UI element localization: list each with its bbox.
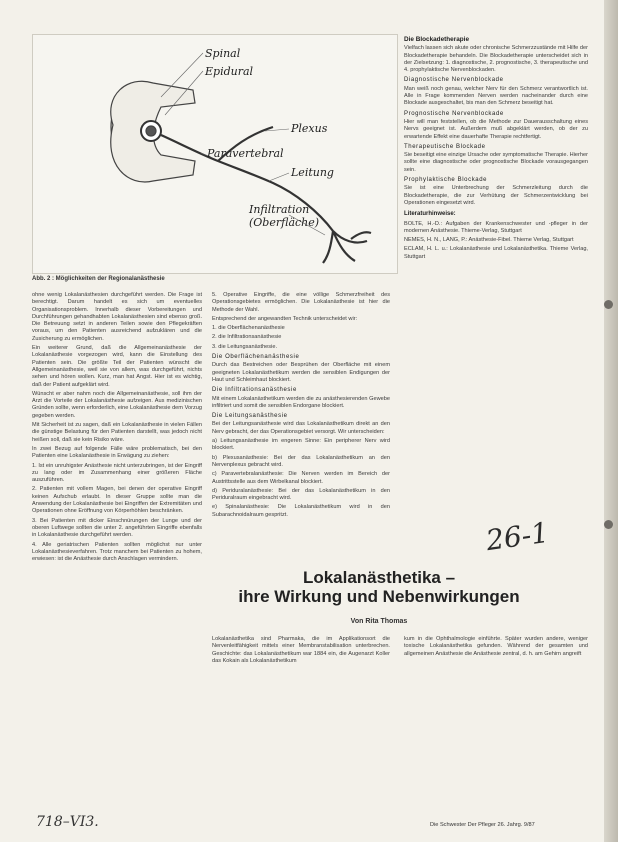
label-infiltration-surface: (Oberfläche) (249, 216, 320, 229)
punch-hole (604, 300, 613, 309)
sub-list-item: d) Periduralanästhesie: Bei der das Lokalanästhetikum in den Periduralraum eingebracht wird. (212, 487, 390, 502)
list-item: 3. Bei Patienten mit dicker Einschnürungen der Lunge und der oberen Luftwege sollten die unter 2. angeführten Eingriffe ebenfalls in Lokalanästhesie durchgeführt werden. (32, 517, 202, 539)
anatomy-illustration (33, 35, 397, 273)
paragraph: Ein weiterer Grund, daß die Allgemeinanästhesie der Lokalanästhesie vorgezogen wird, kann die Einstellung des Patienten sein. Die größte Teil der Patienten wünscht die Allgemeinanästhesie, weil sie von allem, was durchgeführt, nichts sehen und hören wollen. Kurz, man hat Angst. Hier ist es wichtig, daß der Patient aufgeklärt wird. (32, 345, 202, 388)
handwritten-annotation: 26-1 (484, 515, 551, 558)
sub-list-item: a) Leitungsanästhesie im engeren Sinne: Ein peripherer Nerv wird blockiert. (212, 438, 390, 452)
sub-list-item: c) Paravertebralanästhesie: Die Nerven werden im Bereich der Austrittsstelle aus dem Wirbelkanal blockiert. (212, 471, 390, 485)
journal-footer: Die Schwester Der Pfleger 26. Jahrg. 9/87 (430, 822, 535, 828)
reference-item: ECLAM, H. L. u.: Lokalanästhesie und Lokalanästhetika. Thieme Verlag, Stuttgart (404, 246, 588, 260)
paragraph: Wünscht er aber nahm noch die Allgemeinanästhesie, soll ihm der Arzt die Vorteile der Lokalanästhesie aufzeigen. Aus medizinischen Gründen sollte, wenn erforderlich, eine Lokalanästhesie dem Vorzug gegeben werden. (32, 390, 202, 419)
section-heading: Therapeutische Blockade (404, 143, 486, 150)
punch-hole (604, 520, 613, 529)
paragraph: Mit einem Lokalanästhetikum werden die zu anästhesierenden Gewebe infiltriert und somit die sensiblen Endorgane blockiert. (212, 395, 390, 409)
article-author: Von Rita Thomas (350, 618, 408, 625)
list-item: 4. Alle geriatrischen Patienten sollten möglichst nur unter Lokalanästhesieverfahren. Trotz manchem bei Patienten zu hohem, erwiesen: ist die Anästhesie durch Anschlagen vermindern. (32, 541, 202, 563)
article-title-line: ihre Wirkung und Nebenwirkungen (238, 587, 520, 606)
section-heading: Diagnostische Nervenblockade (404, 77, 504, 84)
paragraph: Entsprechend der angewandten Technik unterscheidet wir: (212, 315, 358, 322)
type-item: 1. die Oberflächenanästhesie (212, 325, 285, 332)
list-item: 1. Ist ein unruhigster Anästhesie nicht unterzubringen, ist der Eingriff zu lang oder im Zusammenhang einer größeren Fläche auszuführen. (32, 462, 202, 484)
label-paravertebral: Paravertebral (207, 147, 284, 160)
label-epidural: Epidural (205, 65, 254, 78)
left-text-column (32, 292, 202, 808)
middle-text-column (212, 292, 390, 560)
reference-item: BOLTE, H.-D.: Aufgaben der Krankenschwester und -pfleger in der modernen Anästhesie. Thieme-Verlag, Stuttgart (404, 220, 588, 234)
paragraph: Man weiß noch genau, welcher Nerv für den Schmerz verantwortlich ist. Alle in Frage kommenden Nerven werden nacheinander durch eine Blockade ausgeschaltet, bis man den Schmerz beseitigt hat. (404, 85, 588, 107)
paragraph: Sie beseitigt eine einzige Ursache oder symptomatische Therapie. Hierher sollte eine diagnostische oder prognostische Blockade vorausgegangen sein. (404, 152, 588, 173)
section-heading: Prophylaktische Blockade (404, 177, 488, 184)
section-heading: Die Leitungsanästhesie (212, 413, 288, 420)
paragraph: Durch das Bestreichen oder Besprühen der Oberfläche mit einem geeigneten Lokalanästhetikum werden die sensiblen Endigungen der Haut und Schleimhaut blockiert. (212, 362, 390, 383)
figure-caption: Abb. 2 : Möglichkeiten der Regionalanästhesie (32, 276, 165, 282)
section-title: Die Blockadetherapie (404, 36, 469, 43)
paragraph: Bei der Leitungsanästhesie wird das Lokalanästhetikum direkt an den Nerv gebracht, der das Operationsgebiet versorgt. Wir unterscheiden: (212, 421, 390, 435)
section-heading: Prognostische Nervenblockade (404, 110, 504, 117)
type-item: 3. die Leitungsanästhesie. (212, 343, 277, 350)
list-item: 5. Operative Eingriffe, die eine völlige Schmerzfreiheit des Operationsgebietes ermöglichen. Die Lokalanästhesie ist hier die Methode der Wahl. (212, 292, 390, 313)
list-item: 2. Patienten mit vollem Magen, bei denen der operative Eingriff keinen Aufschub erlaubt. In dieser Gruppe sollte man die Anwendung der Lokalanästhesie bei Eingriffen der Extremitäten und Operationen ohne Eröffnung von Körperhöhlen beschränken. (32, 486, 202, 515)
label-spinal: Spinal (205, 47, 241, 60)
paragraph: Sie ist eine Unterbrechung der Schmerzleitung durch die Blockadetherapie, die zur Verhütung der Schmerzentwicklung bei Operationen eingesetzt wird. (404, 185, 588, 206)
article-column-2 (404, 636, 588, 812)
article-title (220, 568, 538, 606)
paragraph: ohne wenig Lokalanästhesien durchgeführt werden. Die Frage ist berechtigt. Darum handelt es sich um eventuelles Organisationsproblem. Innerhalb dieser Vorbereitungen und Durchführungen gehandhabten Lokalanästhesien sind ebenso groß. Die Betreuung setzt in anderen Teilen sowie den Pflegekräften voraus, um den Patienten ausreichend aufzuklären und die Zusicherung zu ermöglichen. (32, 292, 202, 342)
sub-list-item: e) Spinalanästhesie: Die Lokalanästhetikum wird in den Subarachnoidalraum gespritzt. (212, 504, 390, 518)
paragraph: Mit Sicherheit ist zu sagen, daß ein Lokalanästhesie in vielen Fällen die günstige Belastung für den Patienten darstellt, was jedoch nicht heißen soll, daß sie kein Risiko wäre. (32, 422, 202, 443)
paragraph: Lokalanästhetika sind Pharmaka, die im Applikationsort die Nervenleitfähigkeit mittels einer Membranstabilisation unterbrechen. Geschichte: das Lokalanästhetikum war 1884 ein, die Augenarzt Koller das Kokain als Lokalanästhetikum (212, 636, 390, 664)
right-text-column (404, 36, 588, 556)
section-heading: Die Infiltrationsanästhesie (212, 387, 297, 394)
vertebra-shape (111, 81, 195, 182)
section-heading: Die Oberflächenanästhesie (212, 354, 300, 361)
label-leitung: Leitung (291, 166, 334, 179)
reference-item: NEMES, H. N., LANG, P.: Anästhesie-Fibel. Thieme Verlag, Stuttgart (404, 237, 574, 244)
binder-edge (604, 0, 618, 842)
page-number-handwritten: 718–VI3. (36, 814, 99, 830)
references-title: Literaturhinweise: (404, 211, 456, 218)
label-infiltration: Infiltration (249, 203, 310, 216)
article-column-1 (212, 636, 390, 812)
paragraph: Hier will man feststellen, ob die Methode zur Dauerausschaltung eines Nervs geeignet ist. Außerdem muß abgeklärt werden, ob der zu erwartende Effekt eine dauerhafte Therapie rechtfertigt. (404, 118, 588, 140)
regional-anesthesia-figure (32, 34, 398, 274)
paragraph: kum in die Ophthalmologie einführte. Später wurden andere, weniger toxische Lokalanästhetika gefunden. Während der gesamten und allgemeinen Anästhesie die Anästhesie zentral, d. h. am Gehirn angreift (404, 636, 588, 657)
paragraph: Vielfach lassen sich akute oder chronische Schmerzzustände mit Hilfe der Blockadetherapie behandeln. Die Blockadetherapie unterscheidet sich in der Zielsetzung: 1. diagnostische, 2. prognostische, 3. therapeutische und 4. prophylaktische Nervenblockaden. (404, 45, 588, 74)
sub-list-item: b) Plexusanästhesie: Bei der das Lokalanästhetikum an den Nervenplexus gebracht wird. (212, 454, 390, 468)
list-intro: In zwei Bezug auf folgende Fälle wäre problematisch, bei den Patienten eine Lokalanästhesie in Erwägung zu ziehen: (32, 445, 202, 460)
article-title-line: Lokalanästhetika – (302, 568, 456, 587)
type-item: 2. die Infiltrationsanästhesie (212, 334, 282, 341)
label-plexus: Plexus (291, 122, 328, 135)
